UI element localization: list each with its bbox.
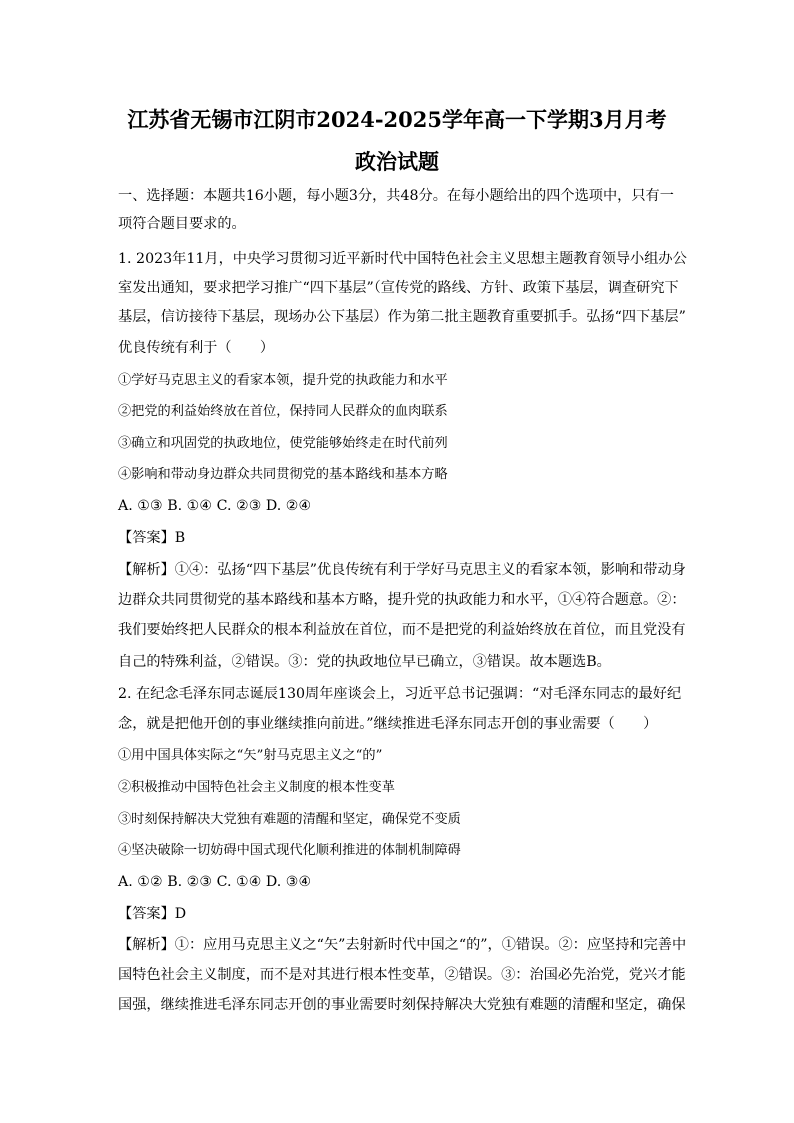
- q1-analysis: 自己的特殊利益，②错误。③：党的执政地位早已确立，③错误。故本题选B。: [118, 654, 611, 670]
- document-title: 江苏省无锡市江阴市2024-2025学年高一下学期3月月考: [127, 107, 667, 132]
- q2-answer: 【答案】D: [118, 906, 187, 922]
- q2-option: ④坚决破除一切妨碍中国式现代化顺利推进的体制机制障碍: [118, 843, 461, 858]
- q1-stem: 室发出通知，要求把学习推广“四下基层”（宣传党的路线、方针、政策下基层，调查研究下: [118, 280, 679, 296]
- q1-choices: A. ①③ B. ①④ C. ②③ D. ②④: [118, 498, 312, 514]
- q2-stem: 念，就是把他开创的事业继续推向前进。”继续推进毛泽东同志开创的事业需要（ ）: [118, 716, 658, 732]
- q1-option: ②把党的利益始终放在首位，保持同人民群众的血肉联系: [118, 404, 448, 419]
- q1-analysis: 【解析】①④：弘扬“四下基层”优良传统有利于学好马克思主义的看家本领，影响和带动身: [118, 562, 686, 578]
- q2-option: ②积极推动中国特色社会主义制度的根本性变革: [118, 780, 395, 795]
- section-heading: 一、选择题：本题共16小题，每小题3分，共48分。在每小题给出的四个选项中，只有一: [118, 188, 674, 204]
- q2-stem: 2. 在纪念毛泽东同志诞辰130周年座谈会上，习近平总书记强调：“对毛泽东同志的最好纪: [118, 686, 682, 702]
- q1-option: ①学好马克思主义的看家本领，提升党的执政能力和水平: [118, 373, 448, 388]
- q2-choices: A. ①② B. ②③ C. ①④ D. ③④: [118, 874, 312, 890]
- q1-stem: 基层，信访接待下基层，现场办公下基层）作为第二批主题教育重要抓手。弘扬“四下基层”: [118, 309, 686, 325]
- q2-analysis: 国强，继续推进毛泽东同志开创的事业需要时刻保持解决大党独有难题的清醒和坚定，确保: [118, 997, 686, 1013]
- q1-analysis: 我们要始终把人民群众的根本利益放在首位，而不是把党的利益始终放在首位，而且党没有: [118, 622, 686, 638]
- q1-stem: 1. 2023年11月，中央学习贯彻习近平新时代中国特色社会主义思想主题教育领导小组办公: [118, 251, 687, 267]
- q2-analysis: 【解析】①：应用马克思主义之“矢”去射新时代中国之“的”，①错误。②：应坚持和完善中: [118, 937, 687, 953]
- q1-stem: 优良传统有利于（ ）: [118, 340, 275, 356]
- q2-option: ③时刻保持解决大党独有难题的清醒和坚定，确保党不变质: [118, 812, 461, 827]
- q1-answer: 【答案】B: [118, 530, 186, 546]
- q2-option: ①用中国具体实际之“矢”射马克思主义之“的”: [118, 748, 383, 763]
- section-heading-cont: 项符合题目要求的。: [118, 216, 246, 232]
- document-subtitle: 政治试题: [355, 149, 439, 174]
- q1-option: ③确立和巩固党的执政地位，使党能够始终走在时代前列: [118, 436, 448, 451]
- q1-analysis: 边群众共同贯彻党的基本路线和基本方略，提升党的执政能力和水平，①④符合题意。②：: [118, 592, 686, 608]
- q2-analysis: 国特色社会主义制度，而不是对其进行根本性变革，②错误。③：治国必先治党，党兴才能: [118, 967, 686, 983]
- q1-option: ④影响和带动身边群众共同贯彻党的基本路线和基本方略: [118, 467, 448, 482]
